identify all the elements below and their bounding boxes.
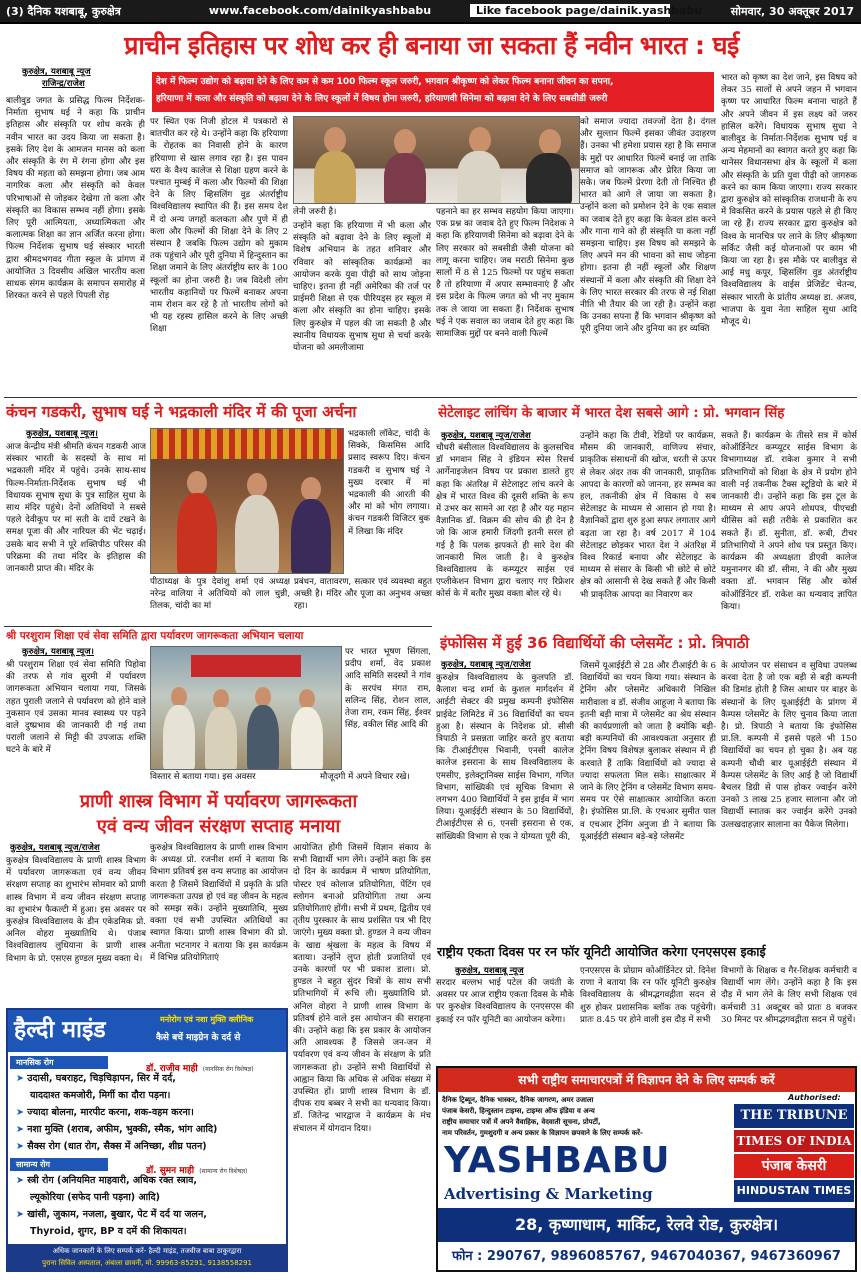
ad1-subtitle2: कैसे बचें माइग्रेन के दर्द से: [156, 1033, 241, 1043]
ad2-brand-name: YASHBABU: [444, 1140, 671, 1181]
story7-column3: विभागों के शिक्षक व गैर-शिक्षक कर्मचारी व विद्यार्थी भाग लेंगे। उन्होंने कहा है कि इस दौड़ में भाग लेने के लिए सभी शिक्षक एवं कर्मचारी 31 अक्टूबर को प्रातः 8 बजकर 30 मिनट पर श्रीमद्भगवद्गीता सदन में पहुंचें।: [721, 966, 857, 1025]
story1-column5: को समाज ज्यादा तवज्जों देता है। दंगल और सुल्तान फिल्में इसका जीवंत उदाहरण हैं। उनका भी हमेशा प्रयास रहा है कि समाज के मुद्दों पर आधारित फिल्में बनाई जा ताकि समाज को जागरूक और प्रेरित किया जा सके। जब फिल्में प्रेरणा देती तो निश्चित ही भारत को आगे ले जाया जा सकता है। उन्होंने कला को प्रमोशन देने के एक सवाल का जवाब देते हुए कहा कि केवल डांस करने और गाना गाने को ही संस्कृति या कला नहीं समझना चाहिए। इस विषय को समझने के लिए अपने मन की भावना को साथ जोड़ना होगा। इतना ही नहीं स्कूलों और शिक्षण संस्थानों में कला और संस्कृति की शिक्षा देने के लिए भारत सरकार की तरफ से नई शिक्षा नीति भी तैयार की जा रही है। उन्होंने कहा कि उनका सपना हैं कि भगवान श्रीकृष्ण को पूरी दुनिया जाने और दुनिया का हर व्यक्ति: [580, 117, 716, 335]
header-facebook-url[interactable]: www.facebook.com/dainikyashbabu: [208, 4, 432, 17]
ad1-subtitle1: मनोरोग एवं नशा मुक्ति क्लीनिक: [160, 1015, 254, 1024]
ad2-brand-toi: TIMES OF INDIA: [734, 1130, 854, 1152]
story1-byline-text: कुरुक्षेत्र, यशबाबू न्यूज: [22, 67, 91, 77]
story1-column3: उन्होंने कहा कि हरियाणा में भी कला और संस्कृति को बढ़ावा देने के लिए स्कूलों में विशेष अभियान के तहत शनिवार और रविवार को सांस्कृतिक कार्यक्रमों का आयोजन करके युवा पीढ़ी को साथ जोड़ना चाहिए। इतना ही नहीं अमेरिका की तर्ज पर प्राईमरी शिक्षा से एक पीरियड्स हर स्कूल में कला और संस्कृति का होना चाहिए। इसके लिए कुरुक्षेत्र में पहल की जा सकती है और स्थानीय विधायक सुभाष सुधा से चर्चा करके योजना को अमलीजामा: [293, 221, 431, 354]
story4-photo-body1: [163, 705, 195, 770]
story2-byline: कुरुक्षेत्र, यशबाबू न्यूज।: [26, 429, 98, 439]
story4-byline: कुरुक्षेत्र, यशबाबू न्यूज।: [22, 647, 94, 657]
ad2-top-banner: सभी राष्ट्रीय समाचारपत्रों में विज्ञापन देने के लिए सम्पर्क करें: [438, 1068, 855, 1092]
story1-photo-body2: [384, 153, 426, 204]
story1-photo-person2: [394, 129, 416, 155]
story1-photo-body4: [526, 153, 572, 204]
story1-photo-person3: [469, 127, 491, 153]
ad1-line5: ➤ सैक्स रोग (धात रोग, सैक्स में अनिच्छा, शीघ्र पतन): [16, 1141, 207, 1152]
story3-headline: सेटेलाइट लांचिंग के बाजार में भारत देश सबसे आगे : प्रो. भगवान सिंह: [438, 405, 785, 421]
story4-photo-banner: [191, 655, 301, 677]
story1-photo-person1: [324, 127, 346, 153]
story4-photo-body3: [247, 705, 279, 770]
story5-column1: कुरुक्षेत्र विश्वविद्यालय के कुलपति डॉ. कैलाश चन्द्र शर्मा के कुशल मार्गदर्शन में आईटी सेक्टर की प्रमुख कम्पनी इंफोसिस प्राईवेट लिमिटेड में 36 विद्यार्थियों का चयन हुआ है। संस्थान के निदेशक प्रो. सीसी त्रिपाठी ने प्रसन्नता जाहिर करते हुए बताया कि टीआईटीएस भिवानी, एनसी कालेज कालेज इसराना के साथ विश्वविद्यालय के एमसीए, इलेक्ट्रानिक्स साईस विभाग, गणित विभाग, सांख्यिकी एवं सूचिक विभाग से लगभग 400 विद्यार्थियों ने इस ड्राईव में भाग लिया। यूआईईटी संस्थान के 50 विद्यार्थियों, टीआईटीएस से 6, एनसी इसराना से एक, सांख्यिकी विभाग से एक ने योग्यता पूरी की,: [436, 673, 574, 842]
ad2-authorised-label: Authorised:: [788, 1093, 841, 1102]
story2-photo-flowers: [151, 429, 344, 459]
story1-deck-line2: हरियाणा में कला और संस्कृति को बढ़ावा देने के लिए स्कूलों में विषय होना जरुरी, हरियाणवी सिनेमा को बढ़ावा देने के लिए सबसीडी जरुरी: [156, 94, 608, 104]
ad1-title: हैल्दी माइंड: [14, 1017, 106, 1043]
healthy-mind-ad: [6, 1008, 288, 1272]
ad2-brand-kesari: पंजाब केसरी: [734, 1154, 854, 1178]
ad2-brand-ht: HINDUSTAN TIMES: [734, 1180, 854, 1202]
story4-column4: मौजूदगी में अपने विचार रखे।: [320, 772, 410, 782]
story2-photo-body1: [177, 493, 217, 574]
story1-byline: [22, 66, 147, 90]
ad2-list-line2: पंजाब केसरी, हिन्दुस्तान टाइम्स, टाइम्स ऑफ इंडिया व अन्य: [442, 1107, 595, 1115]
story1-column2: पर स्थित एक निजी होटल में पत्रकारों से बातचीत कर रहे थे। उन्होंने कहा कि हरियाणा के रोहतक का निवासी होने के कारण हरियाणा से खास लगाव रहा है। इस पावन धरा के वैश्य कालेज से शिक्षा ग्रहण करने के पश्चात मुम्बई में कला और फिल्मों की शिक्षा देने के लिए व्हिसलिंग वुड अंतर्राष्ट्रीय विश्वविद्यालय स्थापित की हैं। इस समय देश में दो अन्य जगहों कलकता और पुणे में ही कला और फिल्मों की शिक्षा देने के लिए 2 संस्थान है जबकि फिल्म उद्योग को मुकाम तक पहुंचाने और पूरी दुनिया में हिन्दुस्तान का शिक्षा जमाने के लिए अंतर्राष्ट्रीय स्तर के 100 स्कूलों का होना जरुरी है। जब विदेशी लोग भारतीय कहानियों पर फिल्में बनाकर अपना नाम रोशन कर रहे है तो भारतीय लोगों को भी यह रहस्य हासिल करने के लिए अच्छी शिक्षा: [150, 117, 288, 335]
ad2-address: 28, कृष्णाधाम, मार्किट, रेलवे रोड, कुरुक्षेत्र।: [438, 1208, 855, 1242]
ad1-footer-line2: पुराना सिविल अस्पताल, अंबाला छावनी, मो. 99963-85291, 9138558291: [41, 1259, 253, 1267]
story6-byline: कुरुक्षेत्र, यशबाबू न्यूज/राजेश: [10, 843, 100, 853]
story4-group-photo: [150, 646, 342, 770]
ad2-brand-tribune: THE TRIBUNE: [734, 1104, 854, 1128]
ad1-line8: ➤ खांसी, जुकाम, नजला, बुखार, पेट में दर्द या जलन,: [16, 1209, 207, 1220]
story1-press-photo: [293, 116, 580, 204]
ad1-doctor1-title: (मानसिक रोग विशेषज्ञ): [202, 1066, 254, 1073]
ad1-lines-block2: [16, 1172, 284, 1240]
story1-deck-line1: देश में फिल्म उद्योग को बढ़ावा देने के लिए कम से कम 100 फिल्म स्कूल जरुरी, भगवान श्रीकृष्ण को लेकर फिल्म बनाना जीवन का सपना,: [156, 77, 614, 87]
ad1-line4: ➤ नशा मुक्ति (शराब, अफीम, भुक्की, स्मैक, भांग आदि): [16, 1124, 218, 1135]
story1-column6: भारत को कृष्ण का देश जाने, इस विषय को लेकर 35 सालों से अपने जहन में भगवान कृष्ण पर आधारित फिल्म बनाना चाहते हैं और अपने जीवन में इस लक्ष्य को जरुर हासिल करेंगे। विधायक सुभाष सुधा ने बालीवुड के निर्माता-निर्देशक सुभाष घई व अन्य मेहमानों का स्वागत करते हुए कहा कि थानेसर विधानसभा क्षेत्र के स्कूलों में कला और संस्कृति के प्रति युवा पीढ़ी को जागरुक करने का काम किया जाएगा। राज्य सरकार द्वारा कुरुक्षेत्र को सांस्कृतिक राजधानी के रुप में विकसित करने के प्रयास पहले से ही किए जा रहे हैं। राज्य सरकार द्वारा कुरुक्षेत्र को विश्व के मानचित्र पर लाने के लिए श्रीकृष्णा सर्किट जैसी कई योजनाओं पर काम भी किया जा रहा है। इस मौके पर बालीवुड से आई मधु कपूर, व्हिसलिंग वुड अंतर्राष्ट्रीय विश्वविद्यालय के वाईस प्रेजिडेंट चेतन्य, संस्कार भारती के प्रांतीय अध्यक्ष डा. अजय, भाजपा के युवा नेता साहिल सुधा आदि मौजूद थे।: [721, 73, 857, 328]
story3-column2: उन्होंने कहा कि टीवी, रेडियों पर कार्यक्रम, मौसम की जानकारी, वाणिज्य संचार, प्राकृतिक संसाधनों की खोज, धरती से ऊपर से लेकर अंदर तक की जानकारी, प्राकृतिक आपदा के कारणों को जानना, हर सम्भव का हल, तकनीकी क्षेत्र में विकास ये सब सेटेलाइट के माध्यम से आसान हो गया है। वैज्ञानिकों द्वारा शुरु हुआ सफर लगातार आगे बढ़ता जा रहा है। वर्ष 2017 में 104 सेटेलाइट छोड़कर भारत देश ने अंतरिक्ष में विश्व रिकार्ड बनाया और सेटेलाइट के माध्यम से संसार के किसी भी छोटे से छोटे क्षेत्र को आसानी से देख सकते हैं और किसी भी प्राकृतिक आपदा का निवारण कर: [580, 431, 716, 600]
ad2-list-line1: दैनिक ट्रिब्यून, दैनिक भास्कर, दैनिक जागरण, अमर उजाला: [442, 1096, 594, 1104]
story2-headline: कंचन गडकरी, सुभाष घई ने भद्रकाली मंदिर में की पूजा अर्चना: [6, 403, 357, 421]
story6-column2: कुरुक्षेत्र विश्वविद्यालय के प्राणी शास्त्र विभाग के अध्यक्ष प्रो. रजनीश शर्मा ने बताया कि विभाग प्रतिवर्ष इस वन्य सप्ताह का आयोजन करता है जिसमें विद्यार्थियों में प्रकृति के प्रति जागरूकता उत्पन्न हो एवं वह जीवन के महत्व को समझ सकें। उन्होंने मुख्यातिथि, मुख्य वक्ता एवं सभी उपस्थित अतिथियों का स्वागत किया। प्राणी शास्त्र विभाग की प्रो. अनीता भटनागर ने बताया कि इस कार्यक्रम में विभिन्न प्रतियोगिताएं: [150, 843, 288, 963]
story7-column1: सरदार बल्लभ भाई पटेल की जयंती के अवसर पर आज राष्ट्रीय एकता दिवस के मौके पर कुरुक्षेत्र विश्वविद्यालय के एनएसएस की इकाई रन फॉर यूनिटी का आयोजन करेगा।: [436, 978, 574, 1025]
story2-photo-person1: [187, 471, 207, 495]
story4-column3: पर भारत भूषण सिंगला, प्रदीप शर्मा, वेद प्रकाश आदि समिति सदस्यों ने गांव के सरपंच मंगत राम, सलिन्द सिंह, रोशन लाल, तेजा राम, रकम सिंह, ईश्वर सिंह, वकील सिंह आदि की: [345, 647, 431, 731]
story4-column2: विस्तार से बताया गया। इस अवसर: [150, 772, 256, 782]
header-date: सोमवार, 30 अक्तूबर 2017: [730, 5, 854, 18]
ad1-line2: याददाश्त कमजोरी, मिर्गी का दौरा पड़ना।: [30, 1090, 171, 1101]
ad1-doctor2-title: (सामान्य रोग विशेषज्ञ): [199, 1168, 248, 1175]
story2-photo-person2: [247, 473, 267, 497]
story1-column2-end: लेनी जरुरी है।: [293, 207, 337, 217]
story3-column3: सकते हैं। कार्यक्रम के तीसरे सत्र में कोर्स कोऑर्डिनेटर कम्प्यूटर साईस विभाग के विभागाध्यक्ष डॉ. राकेश कुमार ने सभी प्रतिभागियों को शिक्षा के क्षेत्र में प्रयोग होने वाली नई तकनीक टैक्स स्टूडियो के बारे में जानकारी दी। उन्होंने कहा कि इस टूल के माध्यम से आप अपने शोधपत्र, पीएचडी थीसिस को सही तरीके से प्रकाशित कर सकते हैं। डॉ. सुनीता, डॉ. रूबी, टीचर प्रतिभागियों ने अपने शोध पत्र प्रस्तुत किए। कार्यक्रम की अध्यक्षता डीएवी कालेज यमुनानगर की डॉ. सीमा, ने की और मुख्य वक्ता डॉ. भगवान सिंह और कोर्स कोऑर्डिनेटर डॉ. राकेश का धन्यवाद ज्ञापित किया।: [721, 431, 857, 612]
ad1-section2-label: सामान्य रोग: [10, 1158, 108, 1171]
story2-column1: आज केन्द्रीय मंत्री श्रीमति कंचन गडकरी आज संस्कार भारती के सदस्यों के साथ मां भद्रकाली मंदिर में पहुंचे। उनके साथ-साथ फिल्म-निर्माता-निर्देशक सुभाष घई भी विधायक सुभाष सुधा के पुत्र साहिल सुधा के साथ मंदिर पहुंचे। देनों अतिथियों ने सबसे पहले देवीकूप पर मां सती के दायें टखने के समक्ष पूजा की और नारियल की भेंट चढ़ाई। उसके बाद सभी ने पूरे शक्तिपीठ परिसर की परिक्रमा की तथा मंदिर के इतिहास की जानकारी प्राप्त की। मंदिर के: [6, 442, 146, 575]
story6-column1: कुरुक्षेत्र विश्वविद्यालय के प्राणी शास्त्र विभाग में पर्यावरण जागरूकता एवं वन्य जीवन संरक्षण सप्ताह का शुभारंभ सोमवार को प्राणी शास्त्र विभाग में वन्य जीवन संरक्षण सप्ताह का शुभारंभ फैकल्टी में हुआ। इस अवसर पर कुरुक्षेत्र विश्वविद्यालय के डीन एकेडमिक प्रो. अनिल वोहरा मुख्यातिथि थे। पंजाब विश्वविद्यालय लुधियाना के प्राणी शास्त्र विभाग के प्रो. एसएस हुण्डल मुख्य वक्ता थे।: [6, 856, 146, 964]
yashbabu-ad: [436, 1066, 857, 1272]
story1-photo-body1: [314, 151, 356, 204]
story1-photo-body3: [457, 151, 501, 204]
story4-photo-body4: [291, 707, 323, 770]
header-facebook-like[interactable]: Like facebook page/dainik.yashbabu: [470, 4, 670, 17]
story5-byline: कुरुक्षेत्र, यशबाबू न्यूज/राजेश: [441, 660, 531, 670]
story4-photo-person2: [213, 689, 229, 709]
story1-byline-reporters: राजिन्द्र/राजेश: [42, 79, 85, 89]
story7-byline: कुरुक्षेत्र, यशबाबू न्यूज: [455, 966, 524, 976]
ad2-phone: फोन : 290767, 9896085767, 9467040367, 9467360967: [452, 1249, 841, 1264]
story4-photo-person3: [255, 687, 271, 707]
story5-column2: जिसमें यूआईईटी से 28 और टीआईटी के 6 विद्यार्थियों का चयन किया गया। संस्थान के ट्रेनिंग और प्लेसमेंट अधिकारी निखिल मारीवाला व डॉ. संजीव आहूजा ने बताया कि इतनी बड़ी मात्रा में प्लेसमेंट का श्रेय संस्थान की कार्यप्रणाली को जाता है क्योंकि बड़ी-बड़ी कम्पनियों की आवश्यकता अनुसार ही ट्रेनिंग विषय विशेषज्ञ बुलाकर संस्थान में ही करवाते हैं ताकि विद्यार्थियों को ज्यादा से ज्यादा सफलता मिल सके। साक्षात्कार में जाने के लिए ट्रेनिंग व प्लेसमेंट विभाग समय-समय पर ऐसे साक्षात्कार आयोजित करता है। इंफोसिस प्रा.लि. के एचआर सुमीत पाल व एचआर ट्रेनिंग अनुजा डी ने बताया कि यूआईईटी संस्थान बड़े-बड़े प्लेसमेंट: [580, 661, 716, 842]
story6-column3: आयोजित होंगी जिसमें विज्ञान संकाय के सभी विद्यार्थी भाग लेंगे। उन्होंने कहा कि इस दो दिन के कार्यक्रम में भाषण प्रतियोगिता, पोस्टर एवं कोलाज प्रतियोगिता, पेंटिंग एवं स्लोगन बनाओ प्रतियोगिता तथा अन्य प्रतियोगिताएं होंगी। सभी में प्रथम, द्वितीय एवं तृतीय पुरस्कार के साथ प्रशंसित पत्र भी दिए जाएंगे। मुख्य वक्ता प्रो. हुण्डल ने वन्य जीवन के खाद्य श्रृंखला के महत्व के विषय में बताया। उन्होंने लुप्त होती प्रजातियों एवं उनके कारणों पर भी प्रकाश डाला। प्रो. हुण्डल ने बहुत सुंदर चित्रों के साथ सभी प्रतिभागियों में रूचि ली। मुख्यातिथि प्रो. अनिल वोहरा ने प्राणी शास्त्र विभाग के प्रतिवर्ष होने वाले इस आयोजन की सराहना की। उन्होंने कहा कि इस प्रकार के आयोजन अति आवश्यक हैं जिससे जन-जन में पर्यावरण एवं वन्य जीवन के संरक्षण के प्रति जागरूकता हो। उन्होंने सभी विद्यार्थियों से आह्वान किया कि अधिक से अधिक संख्या में उपस्थित हों। प्राणी शास्त्र विभाग के डॉ. दीपक राय बब्बर ने सभी का धन्यवाद किया। डॉ. जितेन्द्र भारद्वाज ने कार्यक्रम के मंच संचालन में योगदान दिया।: [293, 843, 431, 1134]
story2-temple-photo: [150, 428, 344, 574]
story1-headline: प्राचीन इतिहास पर शोध कर ही बनाया जा सकता हैं नवीन भारत : घई: [124, 31, 739, 60]
story5-headline: इंफोसिस में हुई 36 विद्यार्थियों की प्लेसमेंट : प्रो. त्रिपाठी: [440, 634, 750, 652]
story4-column1: श्री परशुराम शिक्षा एवं सेवा समिति पिहोवा की तरफ से गांव सुरमी में पर्यावरण जागरूकता अभियान चलाया गया, जिसके तहत पुराली जलाने से पर्यावरण को होने वाले नुकसान एवं उसका मानव स्वास्थ्य पर पड़ने वाले दुष्प्रभाव की जानकारी दी गई तथा पराली जलाने से मिट्टी की उपजाऊ शक्ति घटने के बारे में: [6, 660, 146, 756]
story7-column2: एनएसएस के प्रोग्राम कोऑर्डिनेटर प्रो. दिनेश राणा ने बताया कि रन फॉर यूनिटी कुरुक्षेत्र विश्वविद्यालय के श्रीमद्भगवद्गीता सदन से शुरु होकर प्रशासनिक ब्लॉक तक पहुंचेगी। प्रातः 8.45 पर होने वाली इस दौड़ में सभी: [580, 966, 716, 1025]
ad1-line3: ➤ ज्यादा बोलना, मारपीट करना, शक-वहम करना।: [16, 1107, 194, 1118]
ad1-line6: ➤ स्त्री रोग (अनियमित माहवारी, अधिक रक्त स्त्राव,: [16, 1175, 198, 1186]
ad1-lines-block1: [16, 1070, 284, 1155]
story2-photo-body2: [235, 495, 279, 574]
story7-headline: राष्ट्रीय एकता दिवस पर रन फॉर यूनिटी आयोजित करेगा एनएसएस इकाई: [437, 944, 766, 959]
header-page-label: (3) दैनिक यशबाबू, कुरुक्षेत्र: [6, 5, 121, 18]
story2-column4: प्रबंधन, वातावरण, सत्कार एवं व्यवस्था बहुत अच्छी है। मंदिर और पूजा का अनुभव अच्छा रहा।: [294, 577, 432, 612]
ad1-line1: ➤ उदासी, घबराहट, चिड़चिड़ापन, सिर में दर्द,: [16, 1073, 176, 1084]
ad1-footer: [8, 1244, 286, 1270]
story2-photo-person3: [301, 477, 321, 501]
ad2-tagline: Advertising & Marketing: [444, 1185, 653, 1203]
story6-headline-line2: एवं वन्य जीवन संरक्षण सप्ताह मनाया: [96, 816, 341, 837]
divider: [4, 397, 857, 398]
ad2-list-line4: नाम परिवर्तन, गुमशुदगी व अन्य प्रकार के विज्ञापन छपवाने के लिए सम्पर्क करें-: [442, 1129, 643, 1137]
ad2-list: [442, 1095, 732, 1139]
story2-column2: भद्रकाली लॉकेट, चांदी के सिक्के, किसमिस आदि प्रसाद स्वरूप दिए। कंचन गडकरी व सुभाष घई ने मुख्य दरबार में मां भद्रकाली की आरती की और मां को भोग लगाया। कंचन गडकरी विजिटर बुक में लिखा कि मंदिर: [348, 429, 430, 537]
story1-photo-person4: [539, 129, 561, 155]
story4-headline: श्री परशुराम शिक्षा एवं सेवा समिति द्वारा पर्यावरण जागरूकता अभियान चलाया: [6, 630, 304, 642]
ad1-doctor1-name: डॉ. राजीव माही: [146, 1064, 198, 1074]
ad1-section1-label: मानसिक रोग: [10, 1056, 108, 1069]
story1-deck: [152, 72, 714, 112]
story4-photo-body2: [205, 707, 237, 770]
story3-column1: चौधरी बंसीलाल विश्वविद्यालय के कुलसचिव डॉ भगवान सिंह ने इंडियन स्पेस रिसर्च आर्गेनाइजेशन विषय पर प्रकाश डालते हुए कहा कि अंतरिक्ष में सेटेलाइट लांच करने के क्षेत्र में भारत विश्व की दूसरी शक्ति के रूप में उभर कर सामने आ रहा है और यह महान वैज्ञानिक डॉ. विक्रम की सोच की ही देन है जो कि आज हमारी जिंदगी इतनी सरल हो गई है कि पलक झपकते ही सारे देश की जानकारी मिल जाती है। वे कुरुक्षेत्र विश्वविद्यालय के कम्प्यूटर साईस एवं एप्लीकेशन विभाग द्वारा चलाए गए रिफ्रेशर कोर्स के में बतौर मुख्य वक्ता बोल रहे थे।: [436, 443, 574, 600]
story4-photo-person4: [299, 689, 315, 709]
story5-column3: के आयोजन पर संसाधन व सुविधा उपलब्ध करवा देता है जो एक बड़ी से बड़ी कम्पनी की डिमांड होती है जिस आधार पर बाहर के संस्थानों के लिए यूआईईटी के प्रांगण में कैम्पस प्लेसमेंट के लिए चुनाव किया जाता है। प्रो. त्रिपाठी ने बताया कि इंफोसिस प्रा.लि. कम्पनी में इससे पहले भी 150 विद्यार्थियों का चयन हो चुका है। अब यह कम्पनी चौथी बार यूआईईटी संस्थान में कैम्पस प्लेसमेंट के लिए आई है जो विद्यार्थी बैचलर डिग्री से पास होकर ज्वाईन करेंगे उनको 3 लाख 25 हजार सालाना और जो विद्यार्थी स्नातक कर ज्वाईन करेंगे उनको उत्लखदाहज़ार सालाना का पैकेज मिलेगा।: [721, 661, 857, 830]
ad2-list-line3: राष्ट्रीय समाचार पत्रों में अपने वैवाहिक, वेदवाती सूचना, प्रोपर्टी,: [442, 1118, 601, 1126]
story6-headline-line1: प्राणी शास्त्र विभाग में पर्यावरण जागरूकता: [79, 791, 358, 812]
divider: [4, 626, 432, 627]
ad1-doctor2-name: डॉ. सुमन माही: [146, 1166, 195, 1176]
story1-column4: पहनाने का हर सम्भव सहयोग किया जाएगा। एक प्रश्न का जवाब देते हुए फिल्म निदेशक ने कहा कि हरियाणवी सिनेमा को बढ़ावा देने के लिए सरकार को सबसीडी जैसी योजना को लागू करना चाहिए। जब मराठी सिनेमा कुछ सालों में 8 से 125 फिल्मों पर पहुंच सकता है तो हरियाणा में अपार सम्भावनाएं हैं और इस प्रदेश के फिल्म जगत को भी नए मुकाम तक ले जाया जा सकता हैं। निर्देशक सुभाष घई ने एक सवाल का जवाब देते हुए कहा कि सामाजिक मुद्दों पर बनने वाली फिल्में: [436, 207, 574, 340]
story2-column3: पीठाध्यक्ष के पुत्र देवांशु शर्मा एवं अध्यक्ष नरेन्द्र वालिया ने अतिथियों को लाल चुन्नी, तिलक, चांदी का मां: [150, 577, 290, 612]
story2-photo-body3: [291, 499, 331, 574]
story4-photo-person1: [171, 687, 187, 707]
ad1-footer-line1: अधिक जानकारी के लिए सम्पर्क करें- हैल्दी माइंड, तजवीज बाबा ठाकुरद्वारा: [52, 1247, 242, 1255]
ad1-line7: ल्यूकोरिया (सफेद पानी पड़ना) आदि): [30, 1192, 160, 1203]
story1-column1: बालीवुड जगत के प्रसिद्ध फिल्म निर्देशक-निर्माता सुभाष घई ने कहा कि प्राचीन इतिहास और संस्कृति पर शोध करके ही नवीन भारत का उदय किया जा सकता है। इसके लिए देश के आमजन मानस को कला और संस्कृति के रंग में रंगना होगा और इस विषय की महता को समझना होगा। जब आम नागरिक कला और संस्कृति को केवल परिभाषाओं से जोड़कर देखेगा तो कला और संस्कृति का विकास सम्भव नहीं होगा। इसके लिए पूरी आत्मियता, अध्यात्मिकता और कलात्मक शिक्षा का ज्ञान अर्जित करना होगा। फिल्म निर्देशक सुभाष घई संस्कार भारती द्वारा श्रीमदभगवद गीता स्कूल के प्रांगण में आयोजित 3 दिवसीय अखिल भारतीय कला साधक संगम कार्यक्रम के समापन समारोह में शिरकत करने से पहले पिपली रोड़: [6, 96, 145, 302]
ad1-line9: Thyroid, शुगर, BP व दमें की शिकायत।: [30, 1226, 187, 1237]
story3-byline: कुरुक्षेत्र, यशबाबू न्यूज/राजेश: [441, 431, 531, 441]
